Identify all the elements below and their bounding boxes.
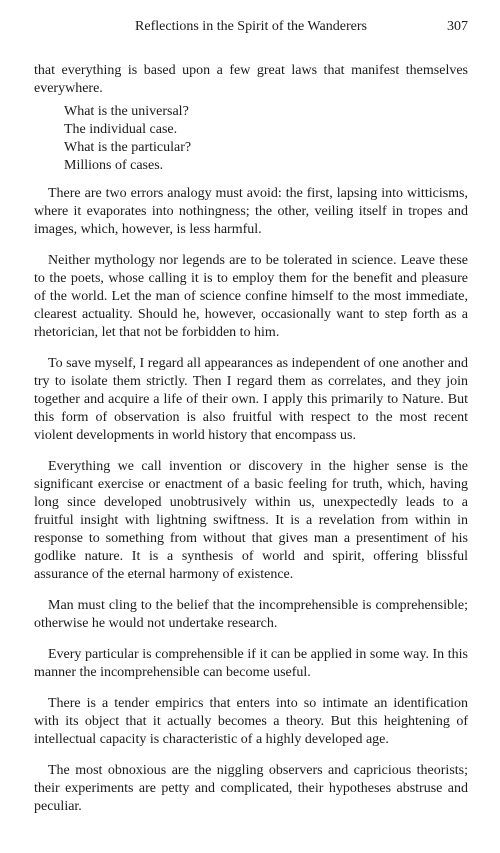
running-title: Reflections in the Spirit of the Wanderers (135, 19, 367, 34)
paragraph: To save myself, I regard all appearances as independent of one another and try to isolate them strictly. Then I regard them as correlates, and they join together and acquire a life of their own. I apply this primarily to Nature. But this form of observation is also fruitful with respect to the most recent violent developments in world history that encompass us. (34, 356, 469, 443)
book-page (34, 18, 468, 829)
body-text (34, 62, 468, 816)
paragraph: Neither mythology nor legends are to be tolerated in science. Leave these to the poets, whose calling it is to employ them for the benefit and pleasure of the world. Let the man of science confine himself to the most immediate, clearest actuality. Should he, however, occasionally want to step forth as a rhetorician, let that not be forbidden to him. (34, 253, 468, 340)
paragraph: Man must cling to the belief that the incomprehensible is comprehensible; otherwise he would not undertake research. (34, 598, 468, 631)
qa-line: What is the universal? (64, 104, 189, 119)
paragraph: The most obnoxious are the niggling observers and capricious theorists; their experiments are petty and complicated, their hypotheses abstruse and peculiar. (34, 763, 468, 814)
paragraph: that everything is based upon a few great laws that manifest themselves everywhere. (34, 63, 468, 96)
qa-line: The individual case. (64, 122, 178, 137)
question-answer-block (64, 103, 468, 175)
qa-line: What is the particular? (64, 140, 192, 155)
paragraph: There is a tender empirics that enters into so intimate an identification with its object that it actually becomes a theory. But this heightening of intellectual capacity is characteristic of a highly developed age. (34, 696, 468, 747)
paragraph: Everything we call invention or discovery in the higher sense is the significant exercise or enactment of a basic feeling for truth, which, having long since developed unobtrusively within us, unexpectedly leads to a fruitful insight with lightning swiftness. It is a revelation from within in response to something from without that gives man a presentiment of his godlike nature. It is a synthesis of world and spirit, offering blissful assurance of the eternal harmony of existence. (34, 459, 468, 582)
paragraph: There are two errors analogy must avoid: the first, lapsing into witticisms, where it evaporates into nothingness; the other, veiling itself in tropes and images, which, however, is less harmful. (34, 186, 468, 237)
paragraph: Every particular is comprehensible if it can be applied in some way. In this manner the incomprehensible can become useful. (34, 647, 468, 680)
qa-line: Millions of cases. (64, 158, 164, 173)
running-head (34, 18, 468, 40)
page-number: 307 (447, 19, 468, 34)
